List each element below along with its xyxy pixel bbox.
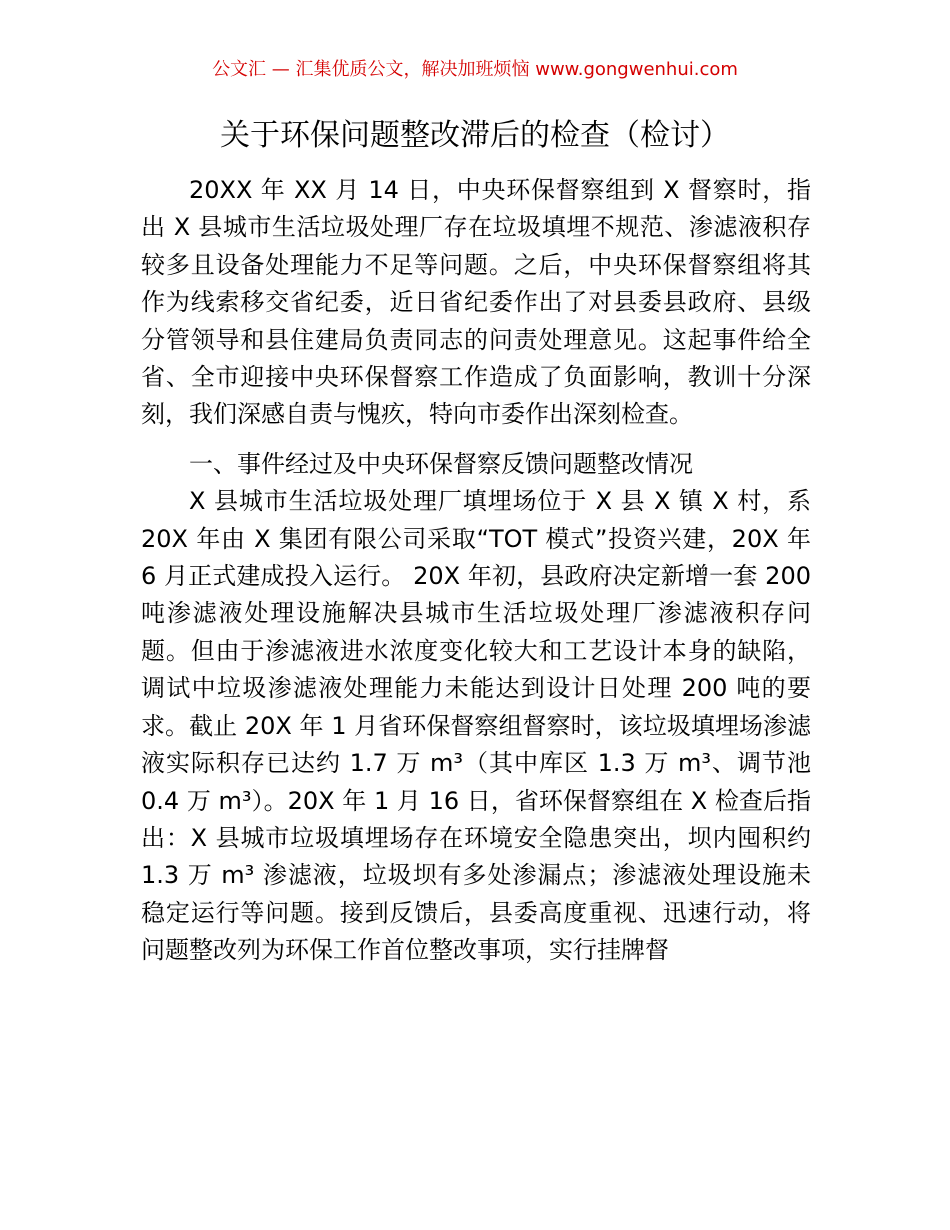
document-body bbox=[141, 172, 811, 970]
site-banner: 公文汇 — 汇集优质公文，解决加班烦恼 www.gongwenhui.com bbox=[212, 59, 738, 80]
section-heading: 一、事件经过及中央环保督察反馈问题整改情况 bbox=[189, 449, 693, 478]
document-title: 关于环保问题整改滞后的检查（检讨） bbox=[220, 118, 730, 153]
body-paragraph-details: X 县城市生活垃圾处理厂填埋场位于 X 县 X 镇 X 村，系 20X 年由 X 集团有限公司采取“TOT 模式”投资兴建，20X 年 6 月正式建成投入运行。 20X 年初，县政府决定新增一套 200 吨渗滤液处理设施解决县城市生活垃圾处理厂渗滤液积存问题。但由于渗滤液进水浓度变化较大和工艺设计本身的缺陷，调试中垃圾渗滤液处理能力未能达到设计日处理 200 吨的要求。截止 20X 年 1 月省环保督察组督察时，该垃圾填埋场渗滤液实际积存已达约 1.7 万 m³（其中库区 1.3 万 m³、调节池 0.4 万 m³）。20X 年 1 月 16 日，省环保督察组在 X 检查后指出：X 县城市垃圾填埋场存在环境安全隐患突出，坝内囤积约 1.3 万 m³ 渗滤液，垃圾坝有多处渗漏点；渗滤液处理设施未稳定运行等问题。接到反馈后，县委高度重视、迅速行动，将问题整改列为环保工作首位整改事项，实行挂牌督 bbox=[141, 487, 811, 965]
body-paragraph-intro: 20XX 年 XX 月 14 日，中央环保督察组到 X 督察时，指出 X 县城市生活垃圾处理厂存在垃圾填埋不规范、渗滤液积存较多且设备处理能力不足等问题。之后，中央环保督察组将其作为线索移交省纪委，近日省纪委作出了对县委县政府、县级分管领导和县住建局负责同志的问责处理意见。这起事件给全省、全市迎接中央环保督察工作造成了负面影响，教训十分深刻，我们深感自责与愧疚，特向市委作出深刻检查。 bbox=[141, 176, 811, 429]
